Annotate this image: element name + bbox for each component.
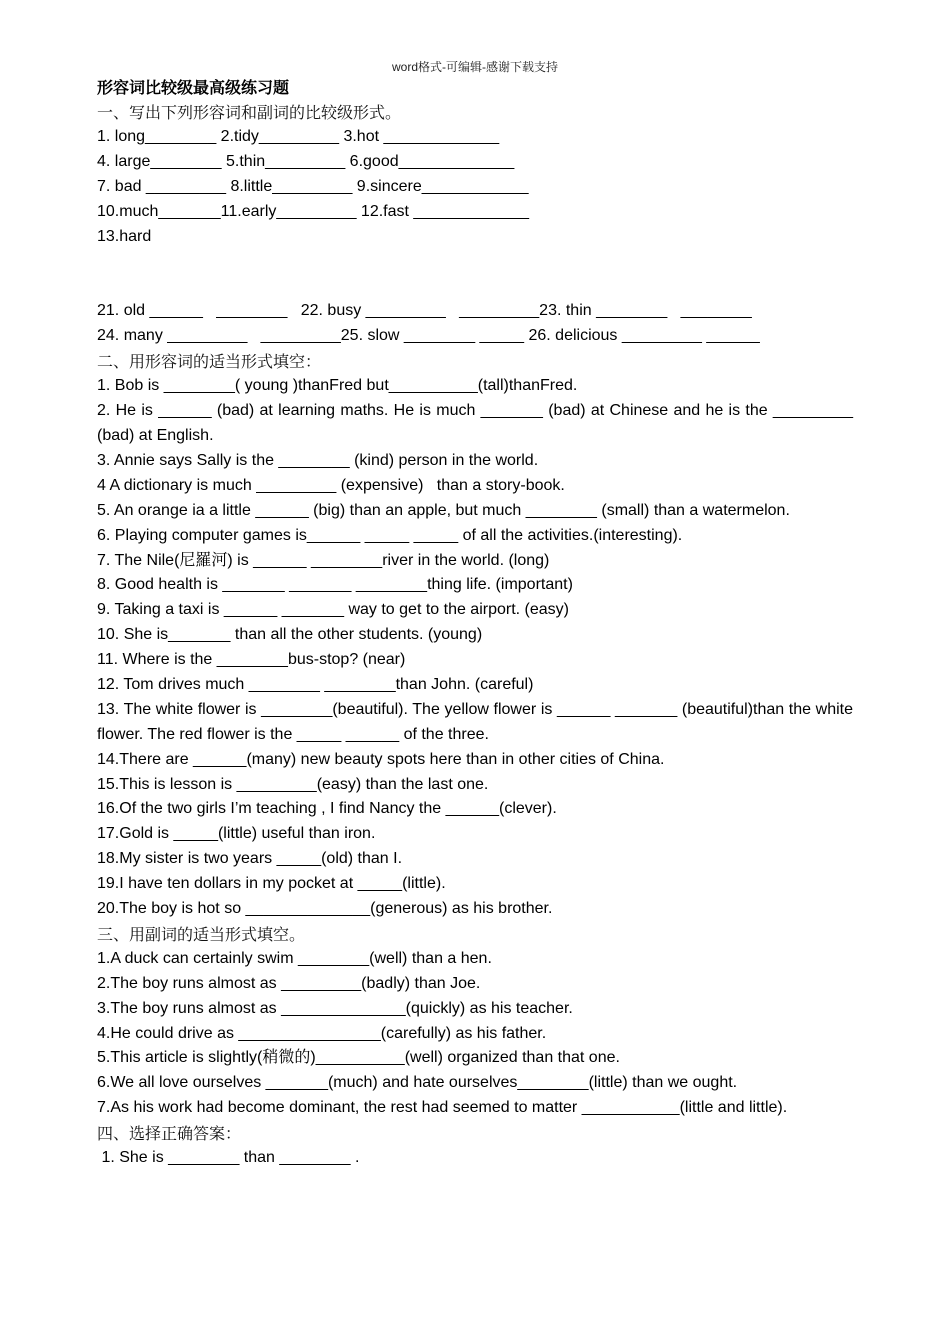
exercise-line: 8. Good health is _______ _______ ________thing life. (important) (97, 576, 573, 594)
page-title: 形容词比较级最高级练习题 (97, 78, 290, 97)
exercise-line: 10.much_______11.early_________ 12.fast _____________ (97, 202, 530, 220)
exercise-line: 20.The boy is hot so ______________(generous) as his brother. (97, 900, 553, 918)
section-3-heading: 三、用副词的适当形式填空。 (97, 924, 306, 944)
section-4-heading: 四、选择正确答案： (97, 1124, 242, 1144)
exercise-line: 17.Gold is _____(little) useful than iron. (97, 825, 376, 843)
section-2-heading: 二、用形容词的适当形式填空： (97, 352, 322, 372)
exercise-line: 18.My sister is two years _____(old) than I. (97, 850, 403, 868)
exercise-line: 4. large________ 5.thin_________ 6.good_____________ (97, 152, 515, 170)
exercise-line: 24. many _________ _________25. slow ________ _____ 26. delicious _________ ______ (97, 327, 760, 345)
exercise-line: 5.This article is slightly(稍微的)__________(well) organized than that one. (97, 1049, 620, 1067)
exercise-line: 13.hard (97, 227, 152, 245)
exercise-line: 9. Taking a taxi is ______ _______ way to get to the airport. (easy) (97, 601, 569, 619)
blank-gap (97, 249, 853, 299)
exercise-line: 13. The white flower is ________(beautiful). The yellow flower is ______ _______ (beautiful)than the white flower. The red flower is the _____ ______ of the three. (97, 700, 853, 743)
exercise-line: 11. Where is the ________bus-stop? (near) (97, 651, 406, 669)
exercise-line: 5. An orange ia a little ______ (big) than an apple, but much ________ (small) than a watermelon. (97, 501, 790, 519)
exercise-line: 19.I have ten dollars in my pocket at _____(little). (97, 875, 446, 893)
exercise-line: 1. long________ 2.tidy_________ 3.hot _____________ (97, 128, 500, 145)
exercise-line: 4.He could drive as ________________(carefully) as his father. (97, 1024, 547, 1042)
page-header: word格式-可编辑-感谢下载支持 (391, 60, 558, 74)
exercise-line: 2.The boy runs almost as _________(badly) than Joe. (97, 974, 481, 992)
section-2 (97, 349, 853, 922)
exercise-line: 3.The boy runs almost as ______________(quickly) as his teacher. (97, 999, 573, 1017)
exercise-line: 2. He is ______ (bad) at learning maths. He is much _______ (bad) at Chinese and he is the _________ (bad) at English. (97, 402, 853, 445)
section-4 (97, 1121, 853, 1171)
exercise-line: 6.We all love ourselves _______(much) and hate ourselves________(little) than we ought. (97, 1074, 738, 1092)
exercise-line: 1. Bob is ________( young )thanFred but__________(tall)thanFred. (97, 377, 578, 395)
worksheet (97, 76, 853, 1171)
exercise-line: 14.There are ______(many) new beauty spots here than in other cities of China. (97, 750, 665, 768)
section-1-heading: 一、写出下列形容词和副词的比较级形式。 (97, 103, 402, 122)
exercise-line: 1.A duck can certainly swim ________(well) than a hen. (97, 949, 492, 967)
exercise-line: 12. Tom drives much ________ ________than John. (careful) (97, 675, 534, 693)
exercise-line: 15.This is lesson is _________(easy) than the last one. (97, 775, 489, 793)
exercise-line: 6. Playing computer games is______ _____ _____ of all the activities.(interesting). (97, 526, 683, 544)
exercise-line: 7. The Nile(尼羅河) is ______ ________river in the world. (long) (97, 551, 550, 569)
exercise-line: 21. old ______ ________ 22. busy _________ _________23. thin ________ ________ (97, 302, 752, 320)
exercise-line: 7. bad _________ 8.little_________ 9.sincere____________ (97, 177, 529, 195)
section-3 (97, 922, 853, 1121)
exercise-line: 1. She is ________ than ________ . (97, 1149, 360, 1167)
exercise-line: 3. Annie says Sally is the ________ (kind) person in the world. (97, 451, 539, 469)
exercise-line: 7.As his work had become dominant, the rest had seemed to matter ___________(little and little). (97, 1099, 788, 1117)
exercise-line: 4 A dictionary is much _________ (expensive) than a story-book. (97, 476, 565, 494)
section-1 (97, 100, 853, 349)
exercise-line: 16.Of the two girls I’m teaching , I find Nancy the ______(clever). (97, 800, 557, 818)
exercise-line: 10. She is_______ than all the other students. (young) (97, 626, 483, 644)
